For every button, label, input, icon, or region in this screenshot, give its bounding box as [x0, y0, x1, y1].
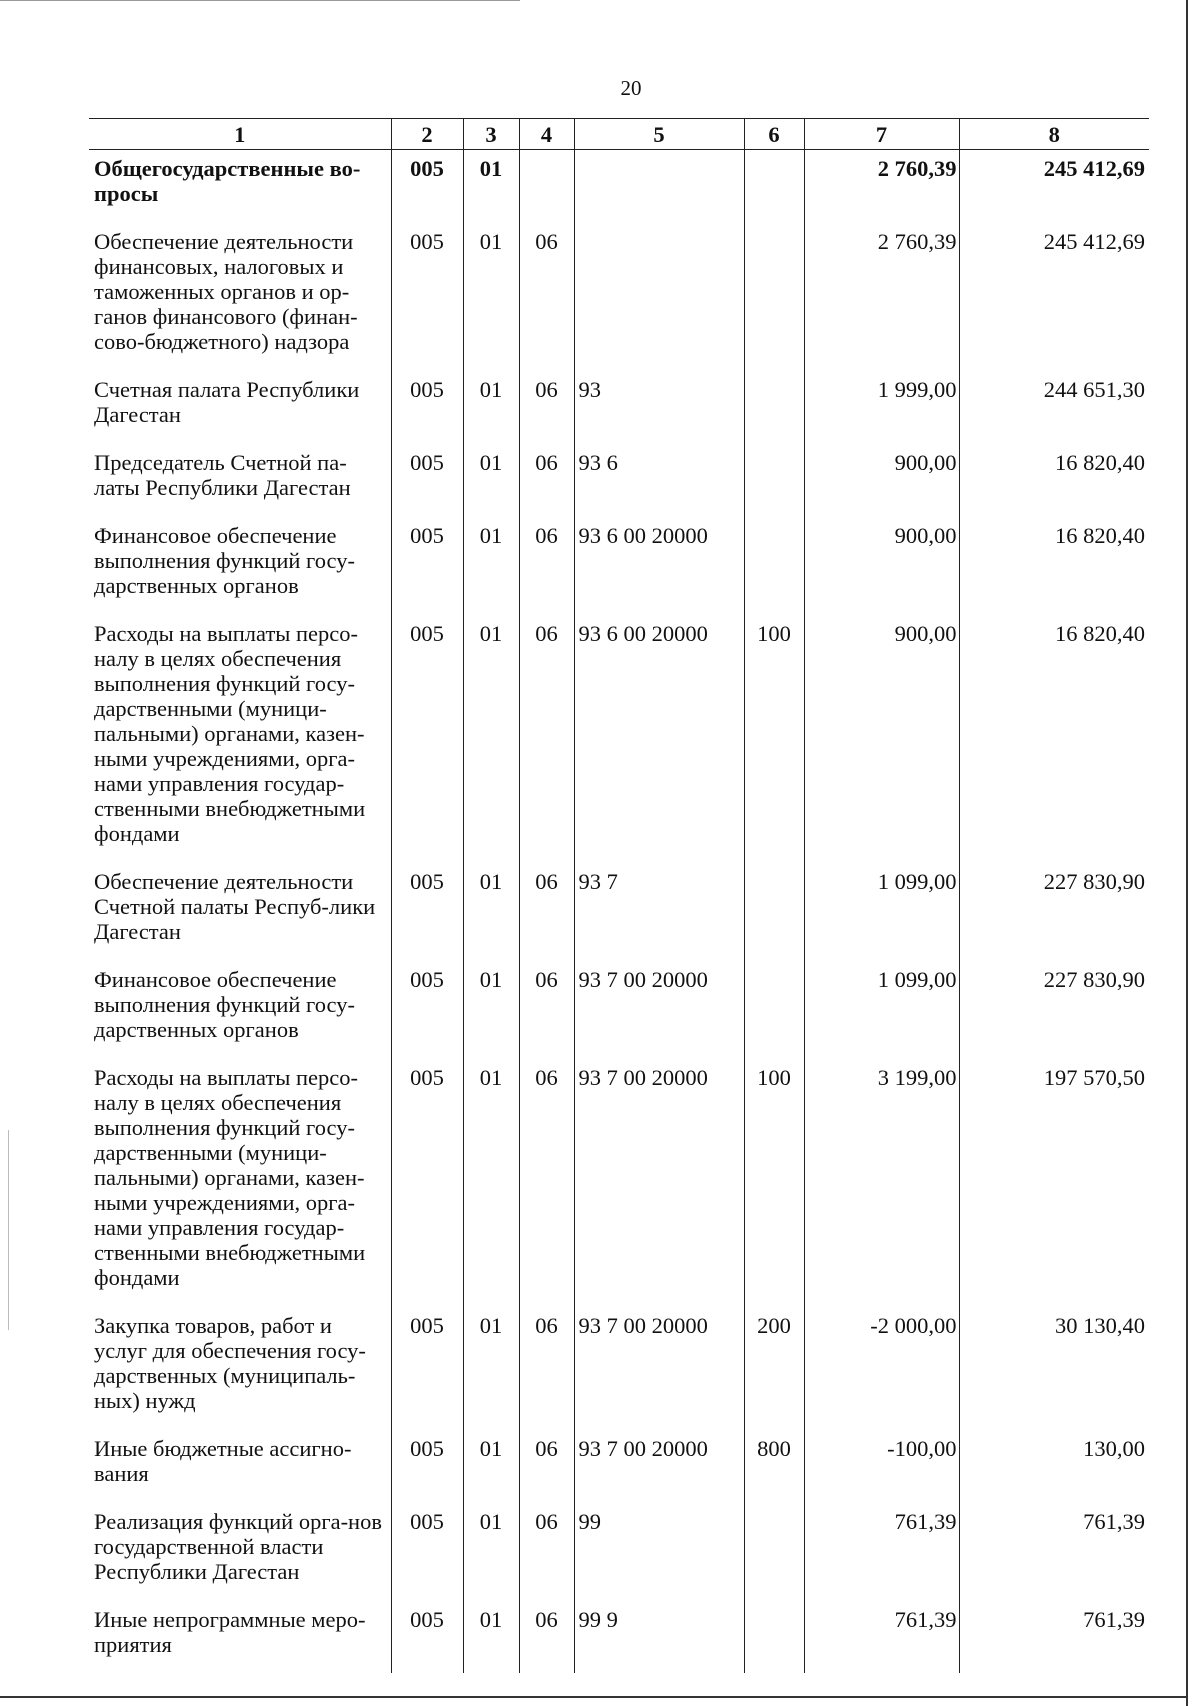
- cell-change: 900,00: [804, 614, 959, 862]
- column-header-6: 6: [744, 119, 804, 150]
- table-row: [89, 1429, 1149, 1502]
- cell-csr: 93 6: [574, 443, 744, 516]
- cell-total: 30 130,40: [959, 1306, 1149, 1429]
- cell-csr: 93 6 00 20000: [574, 516, 744, 614]
- column-header-8: 8: [959, 119, 1149, 150]
- table-row: [89, 222, 1149, 370]
- cell-gr: 005: [391, 516, 463, 614]
- cell-vr: [744, 960, 804, 1058]
- cell-gr: 005: [391, 443, 463, 516]
- cell-vr: [744, 150, 804, 223]
- cell-csr: 93 6 00 20000: [574, 614, 744, 862]
- table-row: [89, 150, 1149, 223]
- column-header-2: 2: [391, 119, 463, 150]
- cell-pr: 06: [519, 1429, 574, 1502]
- cell-total: 761,39: [959, 1600, 1149, 1673]
- cell-name: Иные непрограммные меро-приятия: [94, 1607, 366, 1657]
- cell-pr: 06: [519, 1306, 574, 1429]
- cell-gr: 005: [391, 1600, 463, 1673]
- cell-vr: [744, 370, 804, 443]
- cell-gr: 005: [391, 1306, 463, 1429]
- cell-total: 761,39: [959, 1502, 1149, 1600]
- cell-vr: [744, 443, 804, 516]
- column-header-7: 7: [804, 119, 959, 150]
- table-row: [89, 370, 1149, 443]
- cell-rz: 01: [463, 1306, 519, 1429]
- cell-gr: 005: [391, 1502, 463, 1600]
- cell-name: Реализация функций орга-нов государственной власти Республики Дагестан: [94, 1509, 382, 1584]
- cell-pr: 06: [519, 222, 574, 370]
- cell-change: 900,00: [804, 443, 959, 516]
- cell-name: Общегосударственные во-просы: [94, 156, 361, 206]
- scan-edge-left: [8, 1130, 9, 1330]
- cell-pr: 06: [519, 516, 574, 614]
- cell-change: 2 760,39: [804, 222, 959, 370]
- column-header-3: 3: [463, 119, 519, 150]
- table-row: [89, 614, 1149, 862]
- cell-gr: 005: [391, 222, 463, 370]
- cell-pr: 06: [519, 443, 574, 516]
- cell-rz: 01: [463, 222, 519, 370]
- cell-pr: 06: [519, 1600, 574, 1673]
- cell-rz: 01: [463, 960, 519, 1058]
- cell-change: 1 999,00: [804, 370, 959, 443]
- cell-name: Обеспечение деятельности Счетной палаты Респуб-лики Дагестан: [94, 869, 376, 944]
- cell-pr: 06: [519, 862, 574, 960]
- cell-change: -100,00: [804, 1429, 959, 1502]
- table-row: [89, 1502, 1149, 1600]
- table-body: [89, 150, 1149, 1674]
- cell-gr: 005: [391, 862, 463, 960]
- cell-rz: 01: [463, 370, 519, 443]
- cell-csr: 93: [574, 370, 744, 443]
- cell-rz: 01: [463, 150, 519, 223]
- cell-name: Финансовое обеспечение выполнения функций госу-дарственных органов: [94, 523, 355, 598]
- cell-total: 244 651,30: [959, 370, 1149, 443]
- cell-vr: 800: [744, 1429, 804, 1502]
- cell-pr: 06: [519, 1502, 574, 1600]
- cell-csr: 99 9: [574, 1600, 744, 1673]
- cell-pr: [519, 150, 574, 223]
- table-row: [89, 960, 1149, 1058]
- cell-name: Расходы на выплаты персо-налу в целях обеспечения выполнения функций госу-дарственными (муници-пальными) органами, казен-ными учреждениями, орга-нами управления государ-ственными внебюджетными фондами: [94, 621, 366, 846]
- cell-change: 3 199,00: [804, 1058, 959, 1306]
- cell-rz: 01: [463, 862, 519, 960]
- table-row: [89, 1058, 1149, 1306]
- table-row: [89, 443, 1149, 516]
- scan-edge-top: [0, 0, 520, 1]
- cell-change: -2 000,00: [804, 1306, 959, 1429]
- cell-gr: 005: [391, 370, 463, 443]
- cell-gr: 005: [391, 1058, 463, 1306]
- cell-change: 1 099,00: [804, 862, 959, 960]
- cell-gr: 005: [391, 960, 463, 1058]
- cell-total: 16 820,40: [959, 516, 1149, 614]
- cell-vr: [744, 222, 804, 370]
- table-row: [89, 1306, 1149, 1429]
- cell-name: Расходы на выплаты персо-налу в целях обеспечения выполнения функций госу-дарственными (муници-пальными) органами, казен-ными учреждениями, орга-нами управления государ-ственными внебюджетными фондами: [94, 1065, 366, 1290]
- cell-vr: [744, 1600, 804, 1673]
- cell-csr: 93 7: [574, 862, 744, 960]
- cell-csr: 93 7 00 20000: [574, 960, 744, 1058]
- cell-change: 1 099,00: [804, 960, 959, 1058]
- table-header: [89, 119, 1149, 150]
- table-row: [89, 862, 1149, 960]
- cell-pr: 06: [519, 614, 574, 862]
- cell-name: Иные бюджетные ассигно-вания: [94, 1436, 352, 1486]
- cell-gr: 005: [391, 1429, 463, 1502]
- cell-total: 16 820,40: [959, 443, 1149, 516]
- cell-vr: 200: [744, 1306, 804, 1429]
- cell-total: 227 830,90: [959, 862, 1149, 960]
- cell-name: Финансовое обеспечение выполнения функций госу-дарственных органов: [94, 967, 355, 1042]
- cell-gr: 005: [391, 150, 463, 223]
- cell-name: Закупка товаров, работ и услуг для обеспечения госу-дарственных (муниципаль-ных) нужд: [94, 1313, 366, 1413]
- table-row: [89, 1600, 1149, 1673]
- cell-vr: [744, 862, 804, 960]
- column-header-5: 5: [574, 119, 744, 150]
- cell-total: 197 570,50: [959, 1058, 1149, 1306]
- cell-csr: 99: [574, 1502, 744, 1600]
- cell-csr: 93 7 00 20000: [574, 1058, 744, 1306]
- scan-edge-right: [1186, 0, 1188, 1706]
- cell-csr: 93 7 00 20000: [574, 1429, 744, 1502]
- cell-csr: [574, 150, 744, 223]
- cell-csr: [574, 222, 744, 370]
- cell-total: 245 412,69: [959, 150, 1149, 223]
- header-row: [89, 119, 1149, 150]
- cell-rz: 01: [463, 1058, 519, 1306]
- page-number: 20: [620, 76, 642, 100]
- cell-change: 761,39: [804, 1502, 959, 1600]
- cell-csr: 93 7 00 20000: [574, 1306, 744, 1429]
- cell-total: 245 412,69: [959, 222, 1149, 370]
- cell-change: 761,39: [804, 1600, 959, 1673]
- cell-vr: 100: [744, 1058, 804, 1306]
- table-row: [89, 516, 1149, 614]
- budget-table: [89, 118, 1149, 1673]
- cell-gr: 005: [391, 614, 463, 862]
- cell-vr: 100: [744, 614, 804, 862]
- cell-total: 130,00: [959, 1429, 1149, 1502]
- cell-rz: 01: [463, 1429, 519, 1502]
- column-header-1: 1: [89, 119, 391, 150]
- cell-pr: 06: [519, 960, 574, 1058]
- cell-change: 2 760,39: [804, 150, 959, 223]
- cell-name: Председатель Счетной па-латы Республики Дагестан: [94, 450, 351, 500]
- cell-rz: 01: [463, 614, 519, 862]
- scan-edge-bottom: [0, 1696, 1186, 1698]
- cell-pr: 06: [519, 1058, 574, 1306]
- cell-change: 900,00: [804, 516, 959, 614]
- cell-rz: 01: [463, 516, 519, 614]
- column-header-4: 4: [519, 119, 574, 150]
- cell-vr: [744, 516, 804, 614]
- cell-name: Обеспечение деятельности финансовых, налоговых и таможенных органов и ор-ганов финансового (финан-сово-бюджетного) надзора: [94, 229, 358, 354]
- cell-rz: 01: [463, 1600, 519, 1673]
- cell-vr: [744, 1502, 804, 1600]
- cell-rz: 01: [463, 1502, 519, 1600]
- cell-total: 16 820,40: [959, 614, 1149, 862]
- cell-total: 227 830,90: [959, 960, 1149, 1058]
- cell-pr: 06: [519, 370, 574, 443]
- cell-rz: 01: [463, 443, 519, 516]
- cell-name: Счетная палата Республики Дагестан: [94, 377, 360, 427]
